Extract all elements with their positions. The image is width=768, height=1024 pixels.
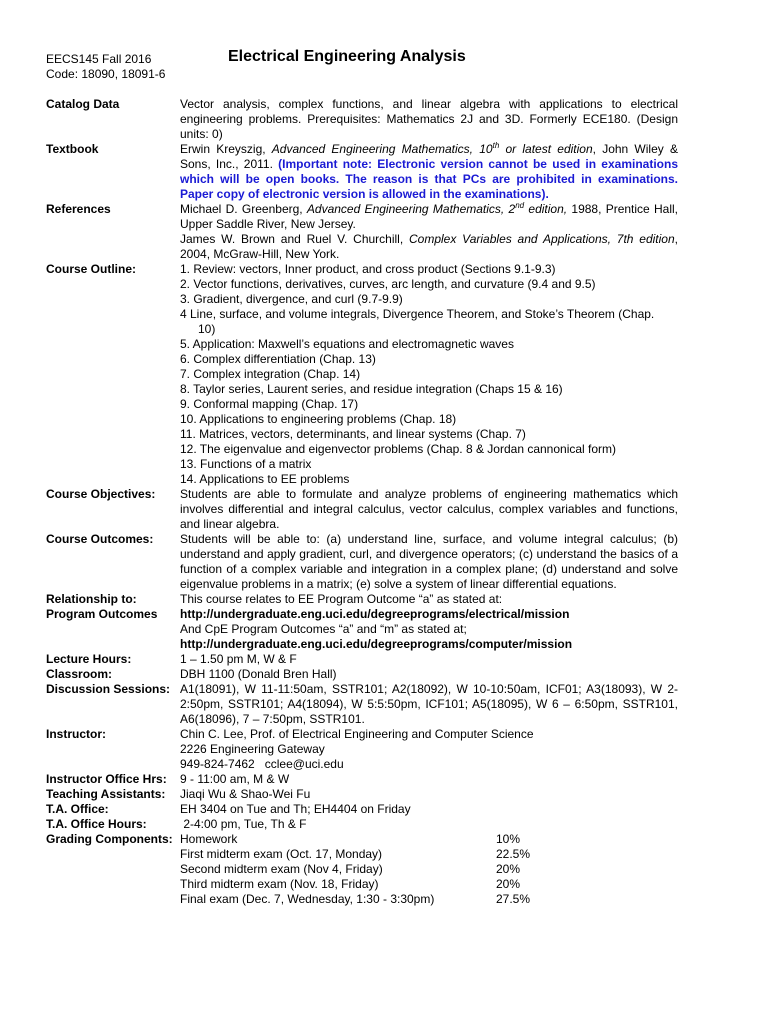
- course-code: Code: 18090, 18091-6: [46, 67, 166, 81]
- outline-item: 13. Functions of a matrix: [180, 457, 312, 471]
- syllabus-content: [46, 97, 678, 907]
- outline-item: 1. Review: vectors, Inner product, and cross product (Sections 9.1-9.3): [180, 262, 556, 276]
- outline-item: 3. Gradient, divergence, and curl (9.7-9.9): [180, 292, 403, 306]
- references-section: [46, 202, 678, 262]
- classroom-value: DBH 1100 (Donald Bren Hall): [180, 667, 337, 681]
- references-label: References: [46, 202, 111, 216]
- ta-hours-label: T.A. Office Hours:: [46, 817, 147, 831]
- grading-item: Homework: [180, 832, 238, 846]
- relationship-text: [180, 592, 678, 652]
- outline-item: 8. Taylor series, Laurent series, and residue integration (Chaps 15 & 16): [180, 382, 563, 396]
- relationship-label: [46, 592, 180, 652]
- grading-weight: 27.5%: [496, 892, 531, 906]
- instructor-phone: 949-824-7462: [180, 757, 255, 771]
- relationship-label-line: Program Outcomes: [46, 607, 158, 621]
- instructor-email[interactable]: cclee@uci.edu: [264, 757, 344, 771]
- reference-author: James W. Brown and Ruel V. Churchill,: [180, 232, 409, 246]
- outcomes-text: Students will be able to: (a) understand line, surface, and volume integral calculus; (b) understand and apply gradient, curl, and divergence operators; (c) understand the basics of a function of a complex variable and integration in a complex plane; (d) understand and solve eigenvalue problems in a matrix; (e) solve a system of linear differential equations.: [180, 532, 678, 591]
- reference-title: Advanced Engineering Mathematics, 2: [306, 202, 516, 216]
- grading-row: [180, 862, 678, 877]
- ta-office-value: EH 3404 on Tue and Th; EH4404 on Friday: [180, 802, 411, 816]
- reference-item: [180, 202, 678, 232]
- grading-label: Grading Components:: [46, 832, 173, 846]
- reference-item: [180, 232, 678, 262]
- outcomes-section: [46, 532, 678, 592]
- outline-section: [46, 262, 678, 487]
- outline-item: 6. Complex differentiation (Chap. 13): [180, 352, 376, 366]
- instructor-section: [46, 727, 678, 772]
- grading-item: First midterm exam (Oct. 17, Monday): [180, 847, 383, 861]
- instructor-label: Instructor:: [46, 727, 106, 741]
- grading-weight: 20%: [496, 862, 521, 876]
- outline-label: Course Outline:: [46, 262, 137, 276]
- catalog-section: [46, 97, 678, 142]
- lecture-section: [46, 652, 678, 667]
- outline-item: 11. Matrices, vectors, determinants, and linear systems (Chap. 7): [180, 427, 526, 441]
- relationship-line: And CpE Program Outcomes “a” and “m” as stated at;: [180, 622, 467, 636]
- textbook-title-sup: th: [492, 141, 500, 150]
- ta-office-label: T.A. Office:: [46, 802, 109, 816]
- office-hours-section: [46, 772, 678, 787]
- instructor-contact: [180, 757, 678, 772]
- instructor-office: 2226 Engineering Gateway: [180, 742, 325, 756]
- textbook-section: [46, 142, 678, 202]
- outline-item: 10. Applications to engineering problems (Chap. 18): [180, 412, 457, 426]
- course-header: [46, 52, 165, 82]
- grading-row: [180, 847, 678, 862]
- discussion-section: [46, 682, 678, 727]
- lecture-label: Lecture Hours:: [46, 652, 132, 666]
- catalog-label: Catalog Data: [46, 97, 120, 111]
- page-title: Electrical Engineering Analysis: [228, 48, 466, 65]
- grading-weight: 10%: [496, 832, 521, 846]
- textbook-label: Textbook: [46, 142, 99, 156]
- grading-list: [180, 832, 678, 907]
- classroom-label: Classroom:: [46, 667, 113, 681]
- objectives-section: [46, 487, 678, 532]
- instructor-name: Chin C. Lee, Prof. of Electrical Engineering and Computer Science: [180, 727, 534, 741]
- outcomes-label: Course Outcomes:: [46, 532, 154, 546]
- grading-item: Final exam (Dec. 7, Wednesday, 1:30 - 3:30pm): [180, 892, 435, 906]
- relationship-section: [46, 592, 678, 652]
- outline-item: 5. Application: Maxwell’s equations and electromagnetic waves: [180, 337, 514, 351]
- reference-author: Michael D. Greenberg,: [180, 202, 307, 216]
- reference-publisher: , 2004, McGraw-Hill, New York.: [180, 232, 678, 261]
- ta-hours-value: 2-4:00 pm, Tue, Th & F: [180, 817, 307, 831]
- objectives-label: Course Objectives:: [46, 487, 156, 501]
- objectives-text: Students are able to formulate and analyze problems of engineering mathematics which involves differential and integral calculus, vector calculus, complex variables and functions, and linear algebra.: [180, 487, 678, 531]
- references-list: [180, 202, 678, 262]
- textbook-title: Advanced Engineering Mathematics, 10: [271, 142, 493, 156]
- cpe-mission-link[interactable]: http://undergraduate.eng.uci.edu/degreeprograms/computer/mission: [180, 637, 573, 651]
- grading-row: [180, 892, 678, 907]
- office-hours-value: 9 - 11:00 am, M & W: [180, 772, 290, 786]
- grading-weight: 22.5%: [496, 847, 531, 861]
- outline-item: 14. Applications to EE problems: [180, 472, 350, 486]
- relationship-label-line: Relationship to:: [46, 592, 137, 606]
- reference-publisher: 1988, Prentice Hall, Upper Saddle River, New Jersey.: [180, 202, 679, 231]
- textbook-author: Erwin Kreyszig,: [180, 142, 272, 156]
- reference-title-sup: nd: [515, 201, 525, 210]
- outline-list: [180, 262, 678, 487]
- lecture-value: 1 – 1.50 pm M, W & F: [180, 652, 297, 666]
- outline-item: 10): [198, 322, 216, 336]
- grading-item: Third midterm exam (Nov. 18, Friday): [180, 877, 379, 891]
- course-number: EECS145 Fall 2016: [46, 52, 152, 66]
- outline-item: 7. Complex integration (Chap. 14): [180, 367, 361, 381]
- outline-item: 12. The eigenvalue and eigenvector problems (Chap. 8 & Jordan cannonical form): [180, 442, 617, 456]
- grading-section: [46, 832, 678, 907]
- classroom-section: [46, 667, 678, 682]
- outline-item: 9. Conformal mapping (Chap. 17): [180, 397, 359, 411]
- textbook-publisher: , John Wiley & Sons, Inc., 2011.: [180, 142, 678, 171]
- grading-weight: 20%: [496, 877, 521, 891]
- reference-title: Complex Variables and Applications, 7th edition: [409, 232, 675, 246]
- ta-value: Jiaqi Wu & Shao-Wei Fu: [180, 787, 311, 801]
- ta-office-section: [46, 802, 678, 817]
- catalog-text: Vector analysis, complex functions, and linear algebra with applications to electrical engineering problems. Prerequisites: Mathematics 2J and 3D. Formerly ECE180. (Design units: 0): [180, 97, 678, 141]
- outline-item: 2. Vector functions, derivatives, curves, arc length, and curvature (9.4 and 9.5): [180, 277, 596, 291]
- textbook-text: [180, 142, 678, 202]
- relationship-line: This course relates to EE Program Outcome “a” as stated at:: [180, 592, 503, 606]
- discussion-label: Discussion Sessions:: [46, 682, 171, 696]
- ta-hours-section: [46, 817, 678, 832]
- grading-item: Second midterm exam (Nov 4, Friday): [180, 862, 383, 876]
- grading-row: [180, 877, 678, 892]
- outline-item: 4 Line, surface, and volume integrals, Divergence Theorem, and Stoke’s Theorem (Chap.: [180, 307, 655, 321]
- instructor-details: [180, 727, 678, 772]
- ee-mission-link[interactable]: http://undergraduate.eng.uci.edu/degreeprograms/electrical/mission: [180, 607, 570, 621]
- discussion-text: A1(18091), W 11-11:50am, SSTR101; A2(18092), W 10-10:50am, ICF01; A3(18093), W 2-2:50pm, SSTR101; A4(18094), W 5:5:50pm, ICF101; A5(18095), W 6 – 6:50pm, SSTR101, A6(18096), 7 – 7:50pm, SSTR101.: [180, 682, 678, 726]
- ta-label: Teaching Assistants:: [46, 787, 166, 801]
- office-hours-label: Instructor Office Hrs:: [46, 772, 167, 786]
- textbook-note: (Important note: Electronic version cannot be used in examinations which will be open books. The reason is that PCs are prohibited in examinations. Paper copy of electronic version is allowed in the examinations).: [180, 157, 678, 201]
- textbook-edition: or latest edition: [499, 142, 593, 156]
- ta-section: [46, 787, 678, 802]
- reference-edition: edition,: [524, 202, 568, 216]
- grading-row: [180, 832, 678, 847]
